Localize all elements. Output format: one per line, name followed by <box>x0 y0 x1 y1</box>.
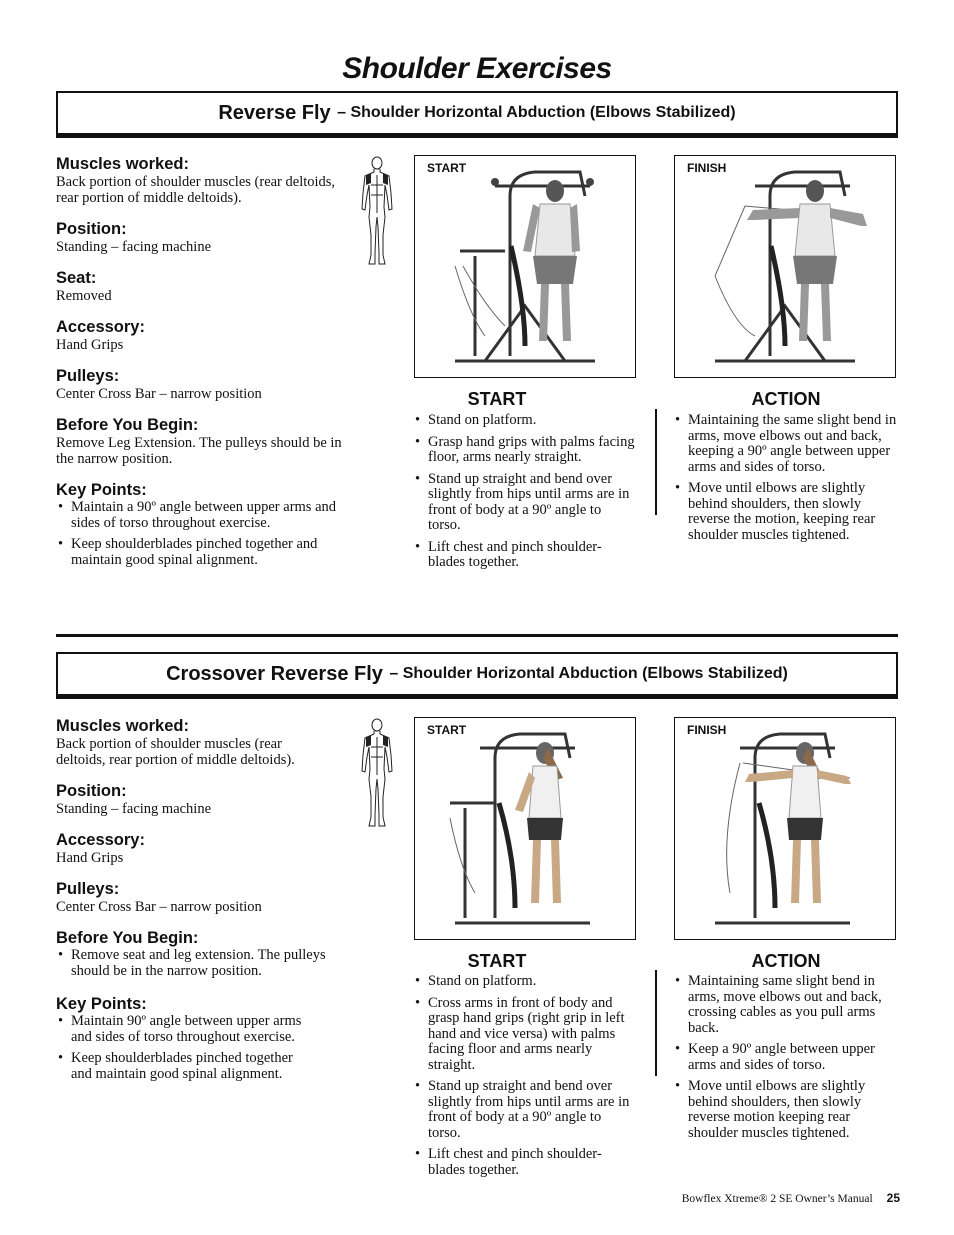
exercise-2-banner <box>56 652 898 699</box>
exercise-1-action-heading: ACTION <box>751 389 821 409</box>
list-item: • Move until elbows are slightly behind shoulders, then slowly reverse motion keeping rear shoulder muscles tightened. <box>673 1079 897 1141</box>
exercise-1-finish-photo <box>674 155 896 378</box>
key-points-label: Key Points: <box>56 995 147 1013</box>
photo-label: FINISH <box>687 723 727 737</box>
detail-value: Back portion of shoulder muscles (rear deltoids, rear portion of middle deltoids). <box>56 174 336 206</box>
exercise-1-details <box>56 155 356 574</box>
manual-title: Bowflex Xtreme® 2 SE Owner’s Manual <box>681 1193 873 1205</box>
exercise-1-name: Reverse Fly <box>218 101 331 124</box>
exercise-2-start-photo <box>414 717 636 940</box>
list-item: • Lift chest and pinch shoulder-blades together. <box>413 540 637 571</box>
detail-value: Center Cross Bar – narrow position <box>56 899 262 915</box>
muscle-figure-icon <box>359 717 395 829</box>
exercise-2-start-steps <box>413 974 637 1184</box>
detail-label: Before You Begin: <box>56 416 199 434</box>
muscle-figure-icon <box>359 155 395 267</box>
before-label: Before You Begin: <box>56 929 199 947</box>
detail-label: Position: <box>56 220 127 238</box>
photo-label: START <box>427 161 467 175</box>
page-number: 25 <box>886 1191 900 1205</box>
column-divider <box>655 970 657 1076</box>
photo-label: FINISH <box>687 161 727 175</box>
list-item: • Stand up straight and bend over slightly from hips until arms are in front of body at a 90º angle to torso. <box>413 472 637 534</box>
key-points-list <box>56 1014 314 1082</box>
key-points-list <box>56 500 336 568</box>
exercise-1-banner <box>56 91 898 138</box>
page-footer <box>682 1191 900 1205</box>
list-item: • Keep shoulderblades pinched together and maintain good spinal alignment. <box>56 537 336 568</box>
exercise-1-action-steps <box>673 413 897 549</box>
detail-value: Remove Leg Extension. The pulleys should be in the narrow position. <box>56 435 342 467</box>
detail-label: Pulleys: <box>56 880 120 898</box>
list-item: • Maintain 90º angle between upper arms and sides of torso throughout exercise. <box>56 1014 314 1045</box>
exercise-1-start-photo <box>414 155 636 378</box>
list-item: • Cross arms in front of body and grasp hand grips (right grip in left hand and vice versa) with palms facing floor and arms nearly straight. <box>413 996 637 1074</box>
list-item: • Stand on platform. <box>413 413 637 429</box>
detail-label: Muscles worked: <box>56 155 189 173</box>
detail-label: Accessory: <box>56 831 145 849</box>
detail-label: Accessory: <box>56 318 145 336</box>
list-item: • Remove seat and leg extension. The pulleys should be in the narrow position. <box>56 948 326 979</box>
exercise-2-action-steps <box>673 974 897 1147</box>
before-list <box>56 948 326 979</box>
list-item: • Stand on platform. <box>413 974 637 990</box>
detail-value: Standing – facing machine <box>56 239 212 255</box>
list-item: • Stand up straight and bend over slightly from hips until arms are in front of body at a 90º angle to torso. <box>413 1079 637 1141</box>
exercise-1-start-heading: START <box>467 389 527 409</box>
page-title: Shoulder Exercises <box>342 52 612 85</box>
detail-label: Muscles worked: <box>56 717 189 735</box>
list-item: • Maintain a 90º angle between upper arms and sides of torso throughout exercise. <box>56 500 336 531</box>
detail-label: Seat: <box>56 269 97 287</box>
detail-value: Removed <box>56 288 112 304</box>
exercise-1-subtitle: – Shoulder Horizontal Abduction (Elbows Stabilized) <box>337 104 736 121</box>
exercise-2-name: Crossover Reverse Fly <box>166 662 383 685</box>
exercise-2-action-heading: ACTION <box>751 951 821 971</box>
list-item: • Move until elbows are slightly behind shoulders, then slowly reverse the motion, keeping rear shoulder muscles tightened. <box>673 481 897 543</box>
section-divider <box>56 634 898 637</box>
detail-label: Pulleys: <box>56 367 120 385</box>
key-points-label: Key Points: <box>56 481 147 499</box>
list-item: • Grasp hand grips with palms facing floor, arms nearly straight. <box>413 435 637 466</box>
exercise-2-details <box>56 717 356 1088</box>
detail-label: Position: <box>56 782 127 800</box>
list-item: • Keep a 90º angle between upper arms and sides of torso. <box>673 1042 897 1073</box>
exercise-1-start-steps <box>413 413 637 577</box>
list-item: • Maintaining the same slight bend in arms, move elbows out and back, keeping a 90º angle between upper arms and sides of torso. <box>673 413 897 475</box>
exercise-2-finish-photo <box>674 717 896 940</box>
detail-value: Back portion of shoulder muscles (rear deltoids, rear portion of middle deltoids). <box>56 736 295 768</box>
detail-value: Hand Grips <box>56 337 124 353</box>
list-item: • Maintaining same slight bend in arms, move elbows out and back, crossing cables as you pull arms back. <box>673 974 897 1036</box>
list-item: • Keep shoulderblades pinched together and maintain good spinal alignment. <box>56 1051 314 1082</box>
exercise-2-start-heading: START <box>467 951 527 971</box>
photo-label: START <box>427 723 467 737</box>
detail-value: Center Cross Bar – narrow position <box>56 386 262 402</box>
detail-value: Hand Grips <box>56 850 124 866</box>
column-divider <box>655 409 657 515</box>
list-item: • Lift chest and pinch shoulder-blades together. <box>413 1147 637 1178</box>
detail-value: Standing – facing machine <box>56 801 212 817</box>
exercise-2-subtitle: – Shoulder Horizontal Abduction (Elbows Stabilized) <box>389 665 788 682</box>
